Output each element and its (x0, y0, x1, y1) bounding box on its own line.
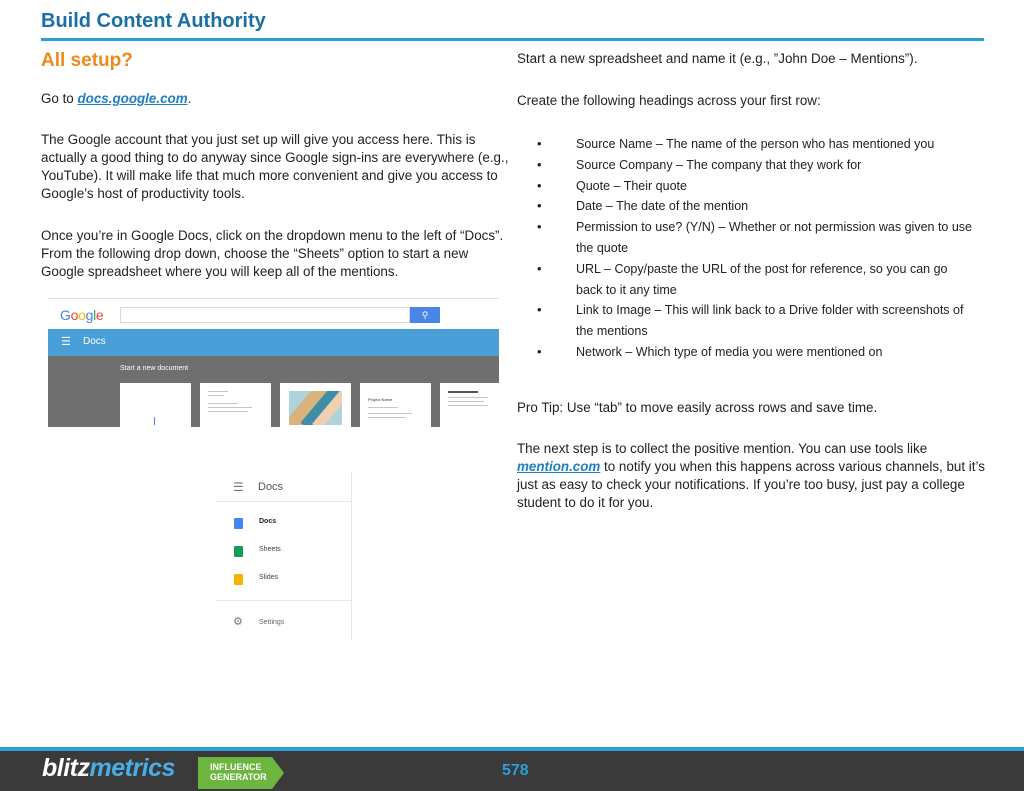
list-item-text: Source Company – The company that they work for (576, 157, 862, 172)
menu-item-sheets[interactable] (234, 545, 344, 559)
menu-divider (216, 600, 352, 601)
new-spreadsheet-paragraph: Start a new spreadsheet and name it (e.g., ”John Doe – Mentions”). (517, 51, 918, 66)
page-number: 578 (502, 762, 529, 779)
docs-app-bar (48, 329, 499, 356)
page-footer (0, 747, 1024, 791)
gear-icon[interactable]: ⚙ (233, 616, 243, 628)
influence-generator-badge (198, 757, 284, 789)
settings-label[interactable]: Settings (259, 619, 285, 626)
brand-part-2: metrics (89, 754, 175, 782)
template-blank[interactable] (120, 383, 191, 427)
list-item: • Permission to use? (Y/N) – Whether or not permission was given to use the quote (537, 219, 973, 255)
badge-line-2: GENERATOR (210, 772, 267, 782)
template-gallery (48, 356, 499, 427)
list-item: • Link to Image – This will link back to a Drive folder with screenshots of the mentions (537, 302, 964, 339)
goto-suffix: . (187, 91, 192, 106)
brand-part-1: blitz (42, 754, 90, 782)
menu-item-label: Sheets (259, 546, 281, 553)
template-brochure[interactable] (280, 383, 351, 427)
next-step-prefix: The next step is to collect the positive mention. You can use tools like (517, 441, 928, 456)
template-project[interactable] (360, 383, 431, 427)
project-name-label: Project Name (368, 397, 393, 402)
template-letter[interactable] (200, 383, 271, 427)
headings-list (517, 134, 977, 363)
list-item: • Source Name – The name of the person who has mentioned you (537, 136, 935, 151)
header-divider (41, 38, 984, 41)
docs-app-title: Docs (83, 336, 106, 347)
google-logo: Google (60, 307, 104, 323)
menu-header (216, 472, 352, 502)
account-paragraph: The Google account that you just set up will give you access here. This is actually a good thing to do anyway since Google sign-ins are everywhere (e.g., YouTube). It will make life that much more convenient and give you access to Google’s host of productivity tools. (41, 132, 509, 201)
menu-title: Docs (258, 481, 284, 493)
headings-intro-paragraph: Create the following headings across your first row: (517, 93, 821, 108)
next-step-suffix: to notify you when this happens across various channels, but it’s just as easy to check your notifications. If you’re too busy, just pay a college student to do it for you. (517, 459, 985, 510)
plus-icon (154, 417, 155, 425)
mention-com-link[interactable]: mention.com (517, 459, 601, 474)
list-item-text: Network – Which type of media you were mentioned on (576, 344, 883, 359)
menu-item-label: Slides (259, 574, 279, 581)
list-item: • Network – Which type of media you were mentioned on (537, 343, 883, 359)
goto-prefix: Go to (41, 91, 78, 106)
docs-dropdown-screenshot (216, 472, 352, 640)
menu-icon[interactable]: ☰ (61, 336, 71, 348)
google-docs-screenshot (48, 298, 499, 427)
start-new-document-label: Start a new document (120, 365, 189, 372)
list-item-text: Link to Image – This will link back to a Drive folder with screenshots of the mentions (576, 303, 964, 339)
docs-icon (234, 518, 243, 529)
goto-paragraph (41, 90, 511, 108)
search-icon: ⚲ (421, 310, 429, 320)
pro-tip-paragraph: Pro Tip: Use “tab” to move easily across rows and save time. (517, 400, 878, 415)
docs-instructions-paragraph: Once you’re in Google Docs, click on the dropdown menu to the left of “Docs”. From the following drop down, choose the “Sheets” option to start a new Google spreadsheet where you will keep all of the mentions. (41, 228, 504, 279)
template-newsletter[interactable] (440, 383, 499, 427)
google-search-input[interactable] (120, 307, 410, 323)
badge-line-1: INFLUENCE (210, 762, 262, 772)
docs-google-link[interactable]: docs.google.com (77, 91, 188, 106)
section-heading: All setup? (41, 50, 133, 71)
list-item-text: Date – The date of the mention (576, 199, 749, 214)
list-item-text: URL – Copy/paste the URL of the post for reference, so you can go back to it any time (576, 261, 948, 297)
search-button[interactable] (410, 307, 440, 323)
menu-item-docs[interactable] (234, 517, 344, 531)
slides-icon (234, 574, 243, 585)
list-item: • URL – Copy/paste the URL of the post for reference, so you can go back to it any time (537, 260, 948, 297)
list-item: • Source Company – The company that they work for (537, 156, 862, 172)
list-item-text: Source Name – The name of the person who has mentioned you (576, 137, 935, 151)
blitzmetrics-logo (42, 754, 175, 783)
menu-icon[interactable]: ☰ (233, 480, 244, 494)
list-item: • Quote – Their quote (537, 177, 687, 193)
list-item-text: Permission to use? (Y/N) – Whether or not permission was given to use the quote (576, 220, 973, 255)
sheets-icon (234, 546, 243, 557)
list-item: • Date – The date of the mention (537, 198, 749, 214)
page-header-title: Build Content Authority (41, 10, 266, 32)
menu-item-label: Docs (259, 518, 277, 525)
menu-item-slides[interactable] (234, 573, 344, 587)
next-step-paragraph (517, 440, 987, 512)
list-item-text: Quote – Their quote (576, 178, 687, 193)
google-topbar (48, 298, 499, 329)
